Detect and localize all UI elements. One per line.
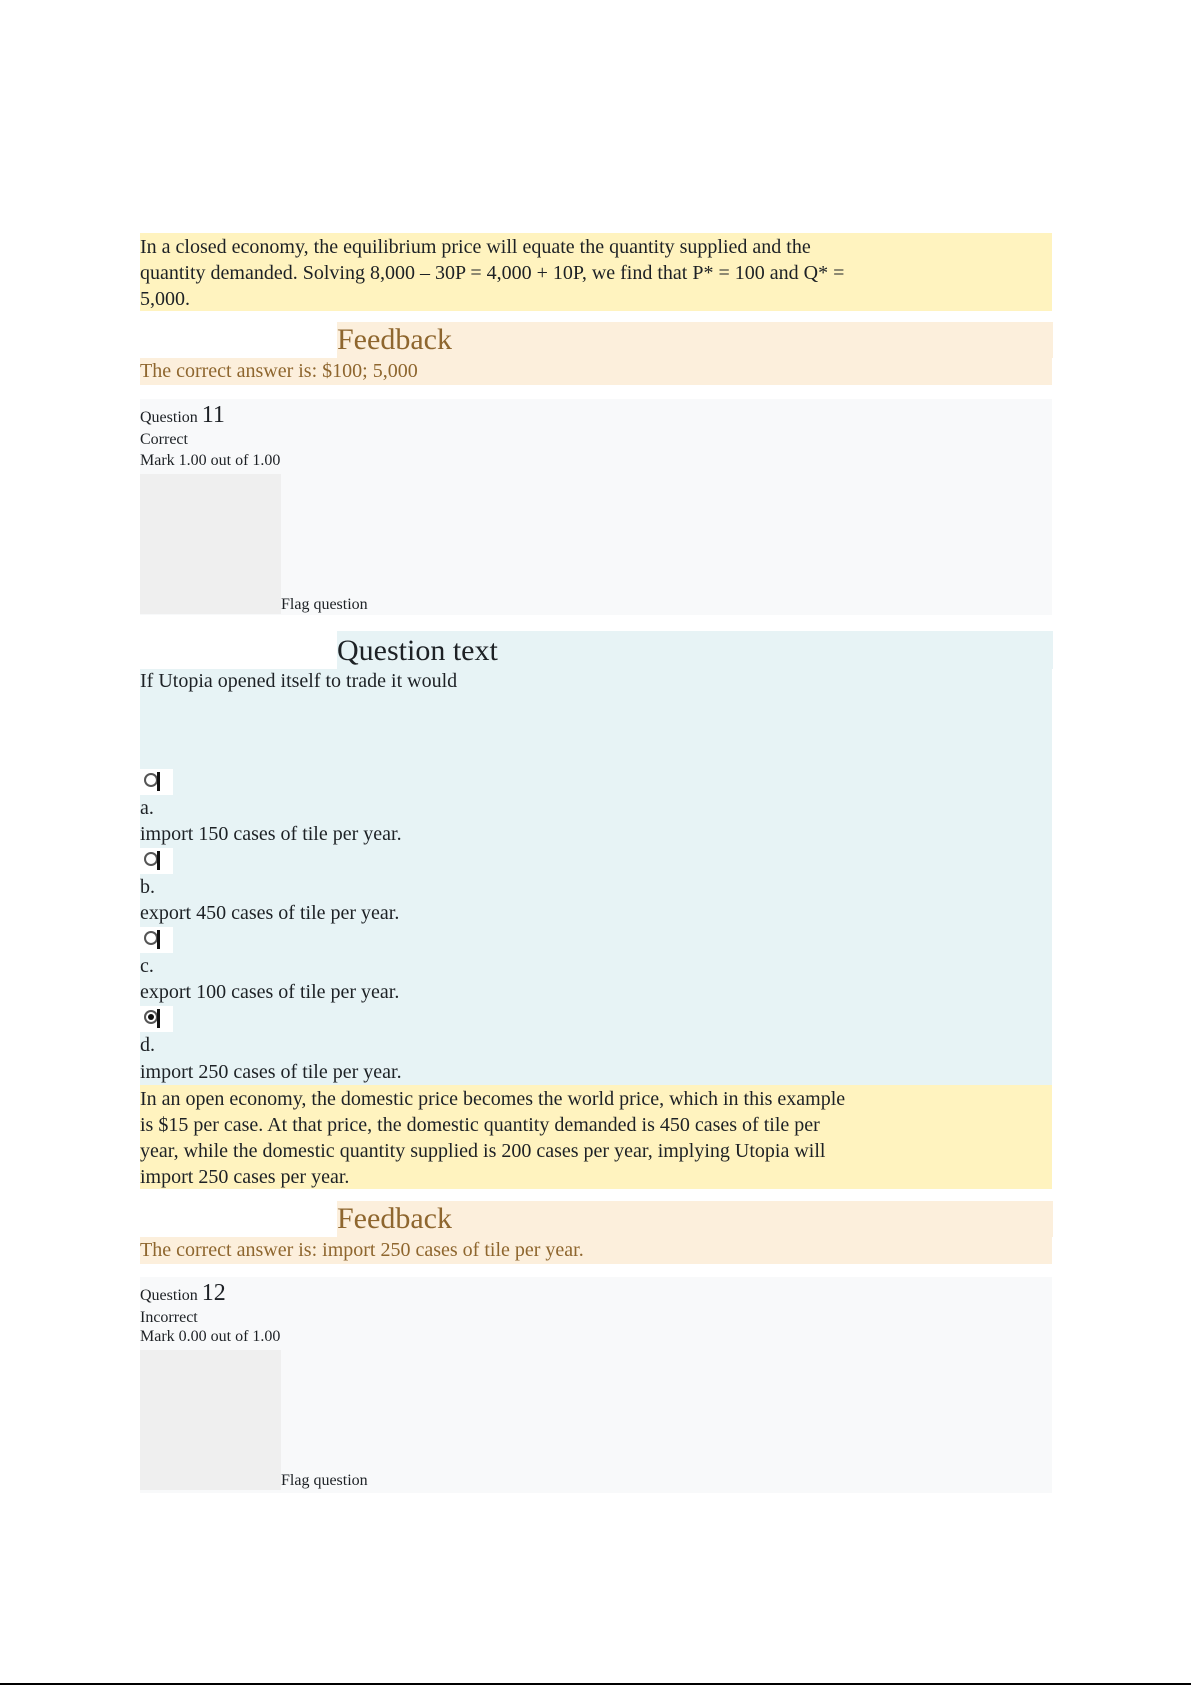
option-a-letter: a. — [140, 797, 154, 819]
question-info-q11 — [140, 399, 1052, 615]
option-d-radio[interactable] — [140, 1006, 173, 1032]
option-d-letter: d. — [140, 1034, 155, 1056]
option-b-letter: b. — [140, 876, 155, 898]
option-b-text[interactable]: export 450 cases of tile per year. — [140, 902, 400, 924]
question-grade: Mark 0.00 out of 1.00 — [140, 1328, 281, 1345]
flag-icon[interactable] — [140, 474, 281, 614]
question-text-heading: Question text — [337, 631, 1053, 669]
option-a-text[interactable]: import 150 cases of tile per year. — [140, 823, 402, 845]
radio-icon — [144, 852, 158, 866]
option-c-letter: c. — [140, 955, 154, 977]
question-grade: Mark 1.00 out of 1.00 — [140, 452, 281, 469]
flag-icon[interactable] — [140, 1350, 281, 1490]
radio-icon — [144, 773, 158, 787]
question-state: Correct — [140, 431, 188, 448]
feedback-heading-q10: Feedback — [337, 322, 1053, 358]
question-number: Question 11 — [140, 402, 225, 428]
right-answer-q10: The correct answer is: $100; 5,000 — [140, 358, 1052, 385]
option-d-text[interactable]: import 250 cases of tile per year. — [140, 1061, 402, 1083]
general-feedback-q11: In an open economy, the domestic price becomes the world price, which in this example is $15 per case. At that price, the domestic quantity demanded is 450 cases of tile per year, while the domestic quantity supplied is 200 cases per year, implying Utopia will import 250 cases per year. — [140, 1085, 1052, 1189]
radio-icon — [144, 931, 158, 945]
right-answer-q11: The correct answer is: import 250 cases of tile per year. — [140, 1237, 1052, 1264]
option-c-text[interactable]: export 100 cases of tile per year. — [140, 981, 400, 1003]
flag-question-link[interactable]: Flag question — [281, 596, 368, 613]
question-text: If Utopia opened itself to trade it would — [140, 670, 458, 692]
feedback-heading-q11: Feedback — [337, 1201, 1053, 1237]
option-c-radio[interactable] — [140, 927, 173, 953]
flag-question-link[interactable]: Flag question — [281, 1472, 368, 1489]
question-state: Incorrect — [140, 1309, 198, 1326]
option-a-radio[interactable] — [140, 769, 173, 795]
question-formulation-q11 — [140, 669, 1052, 1085]
general-feedback-q10: In a closed economy, the equilibrium price will equate the quantity supplied and the quantity demanded. Solving 8,000 – 30P = 4,000 + 10P, we find that P* = 100 and Q* = 5,000. — [140, 233, 1052, 311]
question-number: Question 12 — [140, 1280, 226, 1306]
radio-checked-icon — [144, 1010, 158, 1024]
option-b-radio[interactable] — [140, 848, 173, 874]
question-info-q12 — [140, 1277, 1052, 1493]
